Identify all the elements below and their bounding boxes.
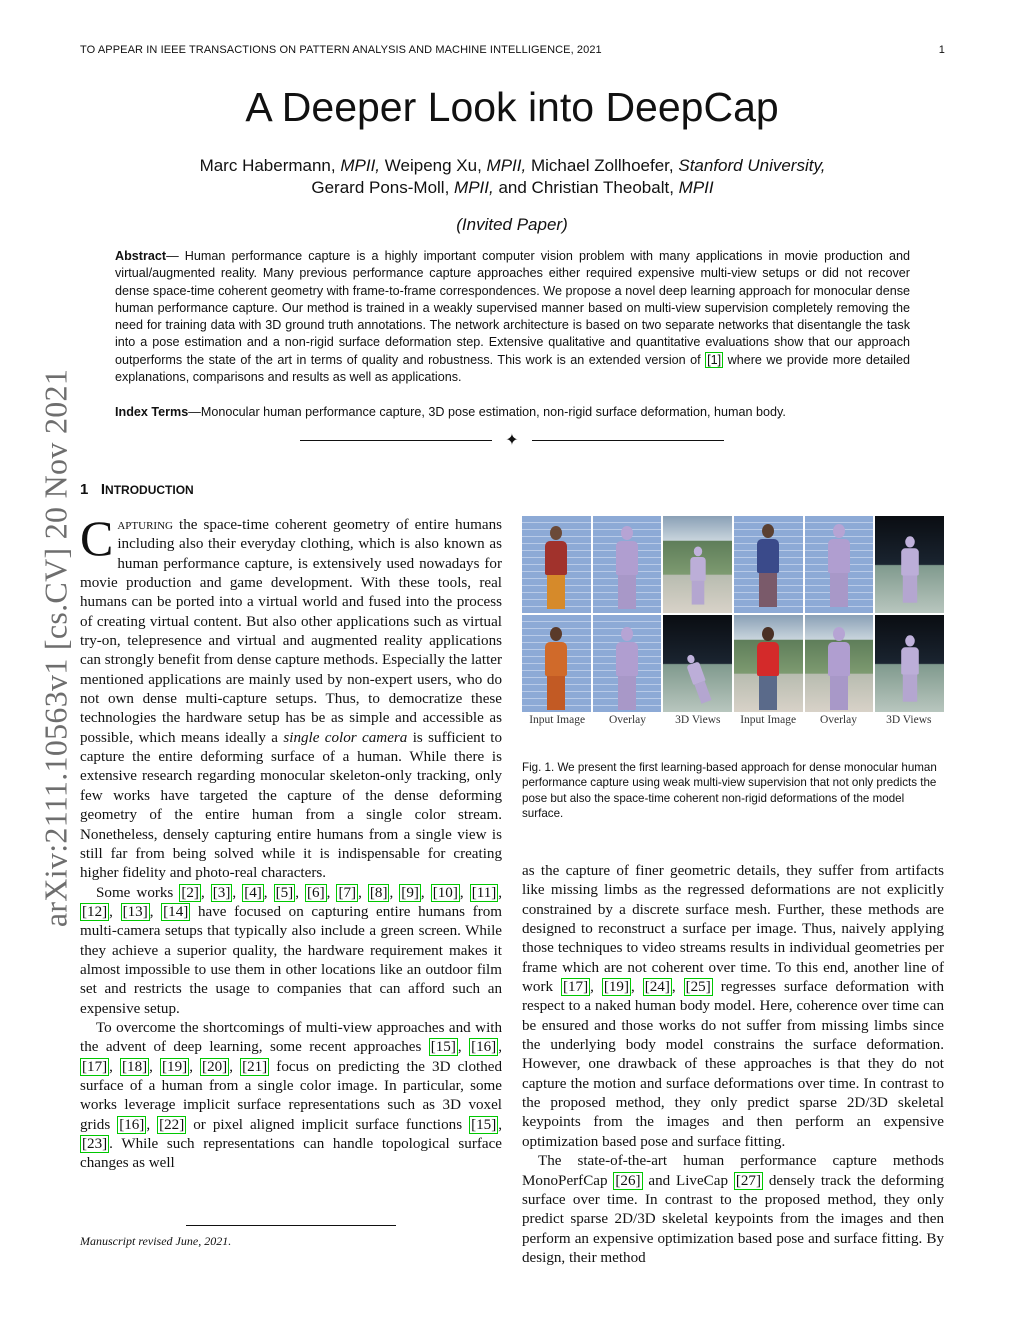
figure-label: Input Image: [529, 714, 586, 726]
citation-link[interactable]: [4]: [244, 884, 262, 901]
figure-1: [522, 516, 944, 726]
index-terms: [115, 405, 910, 419]
citation-link[interactable]: [8]: [369, 884, 388, 901]
overlay-tile: [805, 516, 874, 613]
citation-link[interactable]: [6]: [307, 884, 325, 901]
figure-label: Overlay: [819, 714, 857, 726]
page-number: 1: [938, 44, 945, 56]
figure-label: 3D Views: [675, 714, 721, 726]
mesh-figure: [683, 653, 712, 704]
citation-link[interactable]: [16]: [119, 1116, 145, 1133]
left-column: [80, 510, 503, 1174]
paragraph-text: and LiveCap: [642, 1172, 734, 1189]
figure-row: [522, 516, 944, 613]
citation-link[interactable]: [5]: [275, 884, 294, 901]
paragraph-text: as the capture of finer geometric details, they suffer from artifacts like missing limbs as the regressed deformations are not explicitly constrained by a discrete surface mesh. Further, these methods are designed to reconstruct a surface per image. Thus, naively applying those techniques to video streams results in individual geometries per frame which are not coherent over time. To this end, another line of work: [522, 863, 944, 996]
index-terms-label: Index Terms: [115, 405, 189, 419]
citation-link[interactable]: [22]: [159, 1116, 185, 1133]
journal-line: TO APPEAR IN IEEE TRANSACTIONS ON PATTERN ANALYSIS AND MACHINE INTELLIGENCE, 2021: [80, 44, 602, 56]
mesh-figure: [828, 627, 850, 710]
abstract-text: — Human performance capture is a highly important computer vision problem with many applications in movie production and virtual/augmented reality. Many previous performance capture approaches either required expensive multi-view setups or did not recover dense space-time coherent geometry with frame-to-frame correspondences. We propose a novel deep learning approach for monocular dense human performance capture. Our method is trained in a weakly supervised manner based on multi-view supervision completely removing the need for training data with 3D ground truth annotations. The network architecture is based on two separate networks that disentangle the task into a pose estimation and a non-rigid surface deformation step. Extensive qualitative and quantitative evaluations show that our approach outperforms the state of the art in terms of quality and robustness. This work is an extended version of: [115, 249, 910, 367]
mesh-figure: [690, 546, 705, 604]
mesh-figure: [828, 524, 850, 607]
figure-label: 3D Views: [886, 714, 932, 726]
paragraph: Some works [2] , [3] , [4] , [5] , [6] , [7] , [8] , [9] , [10] , [11] , [12] , [13] , [14] have focused on capturing entire humans from multi-camera setups that typically also include a green screen. While they achieve a superior quality, the hardware requirement makes it almost impossible to use them in other locations like an outdoor film set and restricts the usage to companies that can afford such an expensive setup.: [80, 884, 503, 1017]
citation-link[interactable]: [25]: [685, 979, 711, 996]
footnote-rule: [186, 1225, 396, 1226]
overlay-tile: [593, 516, 662, 613]
person-figure: [757, 627, 779, 710]
3d-view-tile: [663, 516, 732, 613]
paragraph: [80, 510, 503, 884]
author-affiliation: MPII: [678, 178, 714, 197]
paragraph-text: focus on predicting the 3D clothed surface of a human from a single color image. In particular, some works leverage implicit surface representations such as 3D voxel grids: [80, 1058, 503, 1133]
paragraph-text: Some works: [96, 884, 180, 901]
citation-link[interactable]: [16]: [471, 1039, 497, 1056]
paragraph-text: ,: [146, 1116, 158, 1133]
citation-link[interactable]: [17]: [562, 979, 589, 996]
citation-link[interactable]: [20]: [202, 1058, 228, 1075]
author-list: [80, 155, 945, 199]
citation-link[interactable]: [15]: [430, 1039, 456, 1056]
divider-star-icon: ✦: [505, 432, 519, 449]
input-image-tile: [734, 516, 803, 613]
citation-link[interactable]: [7]: [338, 884, 357, 901]
figure-caption: Fig. 1. We present the first learning-based approach for dense monocular human performance capture using weak multi-view supervision that not only predicts the pose but also the space-time coherent non-rigid deformations of the model surface.: [522, 761, 937, 820]
citation-link[interactable]: [11]: [471, 884, 497, 901]
author-name: Michael Zollhoefer,: [530, 156, 674, 175]
paragraph: [522, 1152, 944, 1268]
citation-link[interactable]: [13]: [122, 903, 148, 920]
divider-line-left: [300, 440, 492, 441]
running-header: [80, 44, 945, 56]
citation-link[interactable]: [23]: [82, 1136, 108, 1152]
citation-link[interactable]: [3]: [212, 884, 231, 901]
paragraph: To overcome the shortcomings of multi-view approaches and with the advent of deep learning, some recent approaches [15] , [16] , [17] , [18] , [19] , [20] , [21] focus on predicting the 3D clothed surface of a human from a single color image. In particular, some works leverage implicit surface representations such as 3D voxel grids [16] , [22] or pixel aligned implicit surface functions [15] , [23] . While such representations can handle topological surface changes as well: [80, 1019, 503, 1172]
right-column: [522, 862, 944, 1268]
abstract-text-end: where we provide more detailed explanations, comparisons and results as well as applications.: [115, 352, 910, 385]
mesh-figure: [616, 526, 638, 609]
citation-link[interactable]: [17]: [82, 1058, 108, 1075]
invited-paper-label: (Invited Paper): [456, 215, 568, 234]
citation-link[interactable]: [18]: [122, 1058, 148, 1075]
mesh-figure: [901, 635, 919, 701]
3d-view-tile: [663, 615, 732, 712]
paragraph-text: the space-time coherent geometry of entire humans including also their everyday clothing, which is also known as human performance capture, is extensively used nowadays for movie production and game development. With these tools, real humans can be ported into a virtual world and fused into the process of creating virtual content. But also other applications such as virtual try-on, telepresence and virtual and augmented reality applications can strongly benefit from dense capture methods. Especially the latter mentioned applications are mainly used by non-expert users, who do not own dense multi-capture setups. Thus, to democratize these technologies the hardware setup has be as simple and accessible as possible, which means ideally a: [80, 517, 502, 746]
paragraph-text: densely track the deforming surface over time. In contrast to the proposed method, they only predict sparse 2D/3D skeletal keypoints from the images and then perform an expensive optimization based pose and surface fitting. By design, their method: [522, 1172, 944, 1266]
input-image-tile: [522, 615, 591, 712]
abstract-label: Abstract: [115, 249, 167, 263]
index-terms-text: —Monocular human performance capture, 3D pose estimation, non-rigid surface deformation, human body.: [188, 405, 786, 419]
paragraph-text: ,: [498, 1116, 503, 1133]
figure-labels: [522, 714, 944, 726]
citation-link[interactable]: [2]: [181, 884, 199, 901]
smallcaps-lead: apturing: [117, 517, 173, 533]
overlay-tile: [805, 615, 874, 712]
emphasis-text: single color camera: [283, 729, 408, 746]
author-name: Marc Habermann,: [199, 156, 336, 175]
person-figure: [545, 526, 567, 609]
paragraph-text: or pixel aligned implicit surface functions: [186, 1116, 470, 1133]
paragraph-text: is sufficient to capture the entire deforming surface of a human. While there is extensive research regarding monocular skeleton-only tracking, only few works have targeted the capture of the dense deforming geometry of the entire human from a single color stream. Nonetheless, densely capturing entire humans from a single view is still far from being solved while it is indispensable for creating higher fidelity and photo-real characters.: [80, 729, 503, 882]
section-title-rest: NTRODUCTION: [105, 483, 194, 497]
input-image-tile: [734, 615, 803, 712]
citation-link[interactable]: [24]: [644, 979, 670, 996]
citation-link[interactable]: [19]: [162, 1058, 188, 1075]
citation-link[interactable]: [1]: [707, 352, 722, 367]
divider-line-right: [532, 440, 724, 441]
input-image-tile: [522, 516, 591, 613]
citation-link[interactable]: [14]: [163, 903, 189, 920]
paper-title: A Deeper Look into DeepCap: [245, 84, 779, 130]
author-name: Gerard Pons-Moll,: [311, 178, 450, 197]
citation-link[interactable]: [9]: [401, 884, 419, 901]
overlay-tile: [593, 615, 662, 712]
citation-link[interactable]: [27]: [735, 1172, 762, 1189]
figure-label: Input Image: [740, 714, 797, 726]
paragraph-text: The state-of-the-art human performance capture methods MonoPerfCap: [522, 1153, 944, 1189]
section-heading: [80, 481, 194, 498]
author-affiliation: MPII,: [454, 178, 494, 197]
person-figure: [545, 627, 567, 710]
citation-link[interactable]: [10]: [432, 884, 458, 901]
paragraph-text: regresses surface deformation with respect to a naked human body model. Here, coherence over time can be ensured and those works do not suffer from missing limbs since the underlying body model constrains the surface deformation. However, one drawback of these approaches is that they do not capture the motion and surface deformations over time. In contrast to the proposed method, they only predict sparse 2D/3D skeletal keypoints from the images and then perform an expensive optimization based pose and surface fitting.: [522, 979, 945, 1150]
author-affiliation: Stanford University,: [678, 156, 826, 175]
paragraph: as the capture of finer geometric details, they suffer from artifacts like missing limbs as the regressed deformations are not explicitly constrained by a discrete surface mesh. Further, these methods are designed to reconstruct a surface per image. Thus, naively applying those techniques to video streams results in individual geometries per frame which are not coherent over time. To this end, another line of work [17] , [19] , [24] , [25] regresses surface deformation with respect to a naked human body model. Here, coherence over time can be ensured and those works do not suffer from missing limbs since the underlying body model constrains the surface deformation. However, one drawback of these approaches is that they do not capture the motion and surface deformations over time. In contrast to the proposed method, they only predict sparse 2D/3D skeletal keypoints from the images and then perform an expensive optimization based pose and surface fitting.: [522, 863, 945, 1150]
3d-view-tile: [875, 516, 944, 613]
figure-row: [522, 615, 944, 712]
author-affiliation: MPII,: [486, 156, 527, 175]
3d-view-tile: [875, 615, 944, 712]
citation-link[interactable]: [19]: [603, 979, 629, 996]
paragraph-text: To overcome the shortcomings of multi-view approaches and with the advent of deep learning, some recent approaches: [80, 1019, 502, 1056]
abstract: [115, 248, 910, 386]
person-figure: [757, 524, 779, 607]
citation-link[interactable]: [15]: [471, 1116, 497, 1133]
citation-link[interactable]: [12]: [82, 903, 108, 920]
citation-link[interactable]: [21]: [242, 1058, 268, 1075]
paragraph-text: have focused on capturing entire humans from multi-camera setups that typically also include a green screen. While they achieve a superior quality, the hardware requirement makes it almost impossible to use them in other locations like an outdoor film set and restricts the usage to companies that can afford such an expensive setup.: [80, 903, 503, 1017]
section-divider: [300, 430, 724, 450]
author-name: and Christian Theobalt,: [498, 178, 674, 197]
footnote: Manuscript revised June, 2021.: [80, 1234, 232, 1248]
arxiv-identifier[interactable]: arXiv:2111.10563v1 [cs.CV] 20 Nov 2021: [37, 368, 74, 928]
section-number: 1: [80, 481, 89, 498]
mesh-figure: [616, 627, 638, 710]
section-title-first: I: [100, 481, 106, 498]
citation-link[interactable]: [26]: [615, 1172, 641, 1189]
figure-label: Overlay: [608, 714, 646, 726]
author-affiliation: MPII,: [340, 156, 381, 175]
dropcap: C: [80, 510, 114, 566]
mesh-figure: [901, 536, 919, 602]
author-name: Weipeng Xu,: [384, 156, 482, 175]
paragraph-text: . While such representations can handle topological surface changes as well: [80, 1136, 502, 1172]
